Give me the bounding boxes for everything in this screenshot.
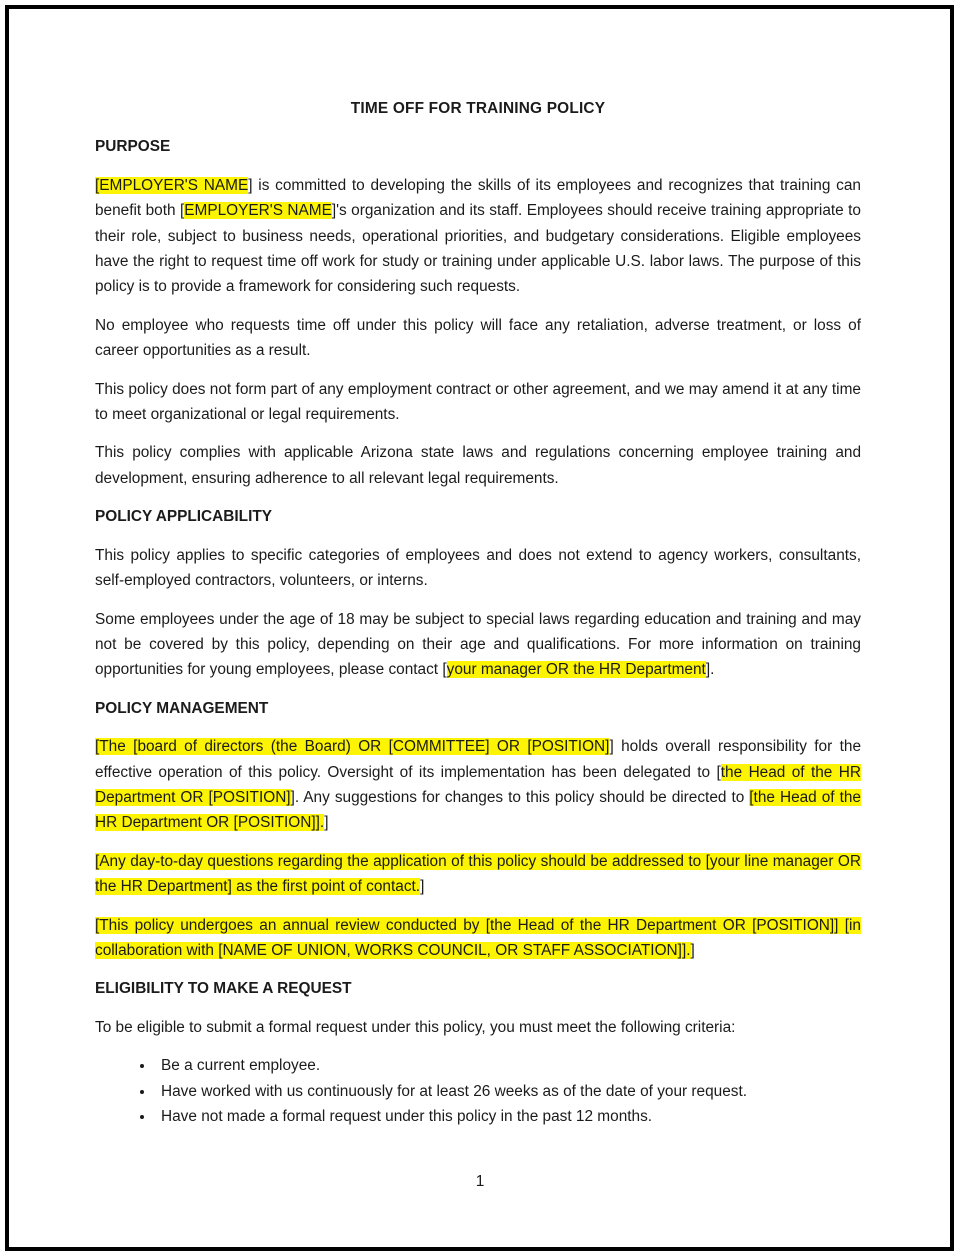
paragraph bbox=[95, 734, 861, 836]
section-heading: ELIGIBILITY TO MAKE A REQUEST bbox=[95, 980, 352, 998]
text-run: ]. Any suggestions for changes to this policy should be directed to bbox=[290, 788, 750, 806]
paragraph bbox=[95, 543, 861, 594]
bullet-list bbox=[95, 1053, 861, 1129]
paragraph bbox=[95, 913, 861, 964]
paragraph bbox=[95, 607, 861, 683]
text-run: ] holds overall responsibility for the effective operation of this policy. Oversight of its implementation has been delegated to [ bbox=[95, 738, 862, 781]
highlighted-placeholder-text: [The [board of directors (the Board) OR [COMMITTEE] OR [POSITION] bbox=[95, 738, 610, 756]
highlighted-placeholder-text: [Any day-to-day questions regarding the application of this policy should be addressed to [your line manager OR the HR Department] as the first point of contact. bbox=[95, 852, 861, 896]
bullet-item: • Be a current employee. bbox=[155, 1053, 861, 1078]
highlighted-placeholder-text: the Head of the HR Department OR [POSITION] bbox=[95, 763, 861, 806]
section-heading: PURPOSE bbox=[95, 138, 171, 156]
highlighted-placeholder-text: [EMPLOYER'S NAME bbox=[95, 176, 249, 194]
text-run: ] bbox=[690, 941, 695, 959]
section-heading: POLICY MANAGEMENT bbox=[95, 699, 269, 717]
text-run: ]. bbox=[705, 661, 715, 679]
bullet-item: • Have not made a formal request under this policy in the past 12 months. bbox=[155, 1104, 861, 1129]
paragraph bbox=[95, 173, 861, 300]
text-run: No employee who requests time off under this policy will face any retaliation, adverse treatment, or loss of career opportunities as a result. bbox=[95, 316, 861, 360]
paragraph bbox=[95, 377, 861, 428]
text-run: To be eligible to submit a formal request under this policy, you must meet the following criteria: bbox=[95, 1018, 736, 1036]
paragraph bbox=[95, 849, 861, 900]
section-heading: POLICY APPLICABILITY bbox=[95, 508, 273, 526]
highlighted-placeholder-text: [the Head of the HR Department OR [POSITION]]. bbox=[95, 788, 861, 832]
text-run: Some employees under the age of 18 may be subject to special laws regarding education and training and may not be covered by this policy, depending on their age and qualifications. For more information on training opportunities for young employees, please contact [ bbox=[95, 610, 861, 679]
text-run: This policy applies to specific categories of employees and does not extend to agency workers, consultants, self-employed contractors, volunteers, or interns. bbox=[95, 546, 861, 590]
text-run: ]'s organization and its staff. Employees should receive training appropriate to their role, subject to business needs, operational priorities, and budgetary considerations. Eligible employees have the right to request time off work for study or training under applicable U.S. labor laws. The purpose of this policy is to provide a framework for considering such requests. bbox=[95, 202, 861, 296]
bullet-item: • Have worked with us continuously for at least 26 weeks as of the date of your request. bbox=[155, 1079, 861, 1104]
paragraph bbox=[95, 440, 861, 491]
paragraph bbox=[95, 1015, 861, 1040]
text-run: ] is committed to developing the skills of its employees and recognizes that training can benefit both [ bbox=[95, 176, 861, 220]
highlighted-placeholder-text: EMPLOYER'S NAME bbox=[184, 202, 332, 220]
text-run: This policy complies with applicable Arizona state laws and regulations concerning employee training and development, ensuring adherence to all relevant legal requirements. bbox=[95, 444, 861, 487]
document-body bbox=[95, 134, 861, 1129]
page-number: 1 bbox=[475, 1173, 485, 1190]
highlighted-placeholder-text: [This policy undergoes an annual review conducted by [the Head of the HR Department OR [POSITION]] [in collaboration with [NAME OF UNION, WORKS COUNCIL, OR STAFF ASSOCIATION]]. bbox=[95, 916, 861, 959]
text-run: This policy does not form part of any employment contract or other agreement, and we may amend it at any time to meet organizational or legal requirements. bbox=[95, 380, 861, 424]
document-content bbox=[95, 96, 861, 1142]
text-run: ] bbox=[420, 878, 425, 896]
paragraph bbox=[95, 313, 861, 364]
text-run: ] bbox=[324, 814, 329, 832]
highlighted-placeholder-text: your manager OR the HR Department bbox=[446, 661, 706, 679]
document-title: TIME OFF FOR TRAINING POLICY bbox=[350, 100, 606, 117]
